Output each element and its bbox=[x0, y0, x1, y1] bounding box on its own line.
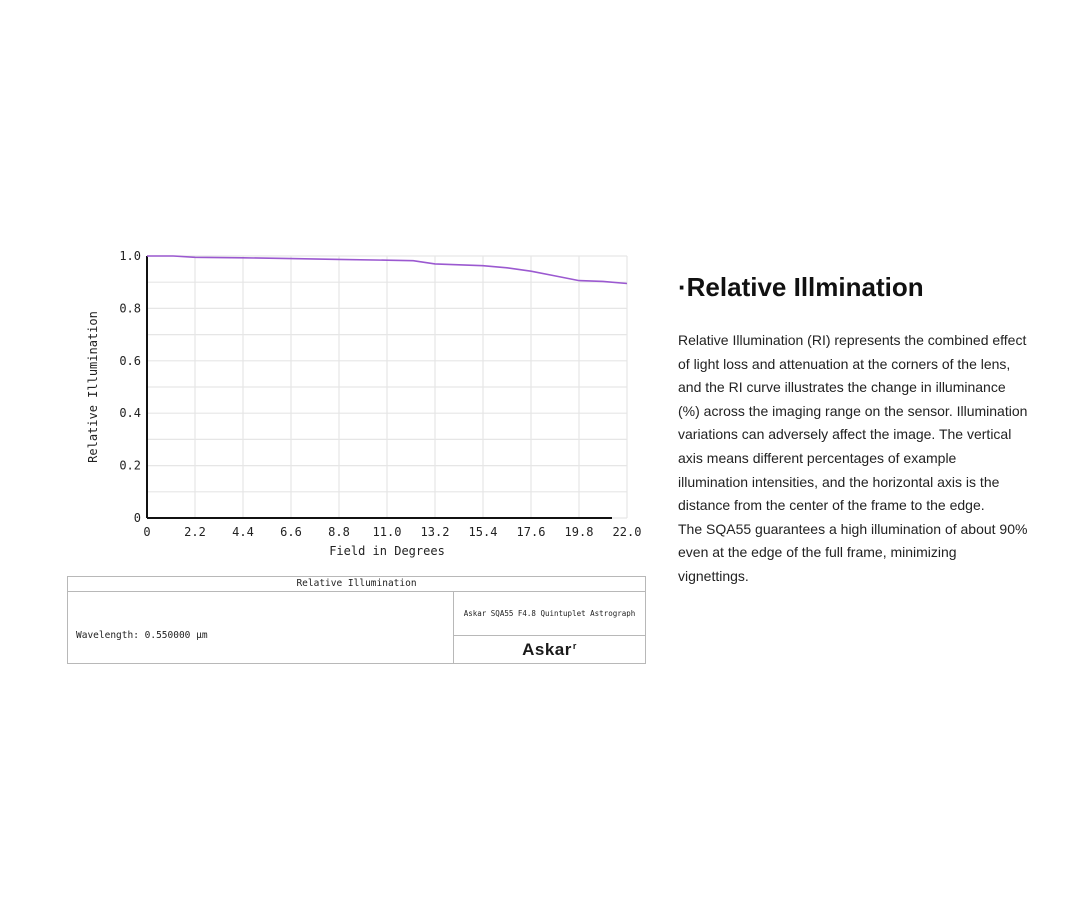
info-box-left-cell bbox=[68, 592, 454, 663]
x-tick-label: 15.4 bbox=[468, 525, 498, 539]
x-tick-label: 17.6 bbox=[516, 525, 546, 539]
section-title: ·Relative Illmination bbox=[678, 272, 924, 302]
x-tick-label: 0 bbox=[143, 525, 151, 539]
logo-text: Askar bbox=[522, 640, 572, 659]
x-tick-label: 13.2 bbox=[420, 525, 450, 539]
x-tick-label: 4.4 bbox=[232, 525, 254, 539]
y-tick-label: 0 bbox=[133, 511, 141, 525]
x-tick-label: 2.2 bbox=[184, 525, 206, 539]
section-description bbox=[678, 329, 1028, 589]
x-tick-label: 19.8 bbox=[564, 525, 594, 539]
description-paragraph-2: The SQA55 guarantees a high illumination of about 90% even at the edge of the full frame, minimizing vignettings. bbox=[678, 520, 1028, 584]
relative-illumination-chart bbox=[0, 0, 680, 580]
x-tick-label: 22.0 bbox=[612, 525, 642, 539]
chart-tick-labels bbox=[119, 249, 641, 539]
y-tick-label: 0.4 bbox=[119, 406, 141, 421]
wavelength-label: Wavelength: 0.550000 µm bbox=[76, 630, 208, 641]
askar-logo bbox=[454, 636, 645, 663]
x-axis-title: Field in Degrees bbox=[329, 544, 445, 558]
x-tick-label: 11.0 bbox=[372, 525, 402, 539]
product-name: Askar SQA55 F4.8 Quintuplet Astrograph bbox=[454, 592, 645, 636]
y-axis-title: Relative Illumination bbox=[86, 311, 100, 463]
y-tick-label: 0.6 bbox=[119, 353, 141, 368]
chart-info-box bbox=[67, 576, 646, 664]
description-paragraph-1: Relative Illumination (RI) represents the combined effect of light loss and attenuation at the corners of the lens, and the RI curve illustrates the change in illuminance (%) across the imaging range on the sensor. Illumination variations can adversely affect the image. The vertical axis means different percentages of example illumination intensities, and the horizontal axis is the distance from the center of the frame to the edge. bbox=[678, 332, 1028, 514]
y-tick-label: 0.8 bbox=[119, 301, 141, 316]
y-tick-label: 0.2 bbox=[119, 458, 141, 473]
x-tick-label: 8.8 bbox=[328, 525, 350, 539]
logo-mark: r bbox=[572, 641, 577, 651]
info-box-title: Relative Illumination bbox=[68, 577, 645, 592]
y-tick-label: 1.0 bbox=[119, 249, 141, 263]
x-tick-label: 6.6 bbox=[280, 525, 302, 539]
chart-grid bbox=[147, 256, 627, 518]
